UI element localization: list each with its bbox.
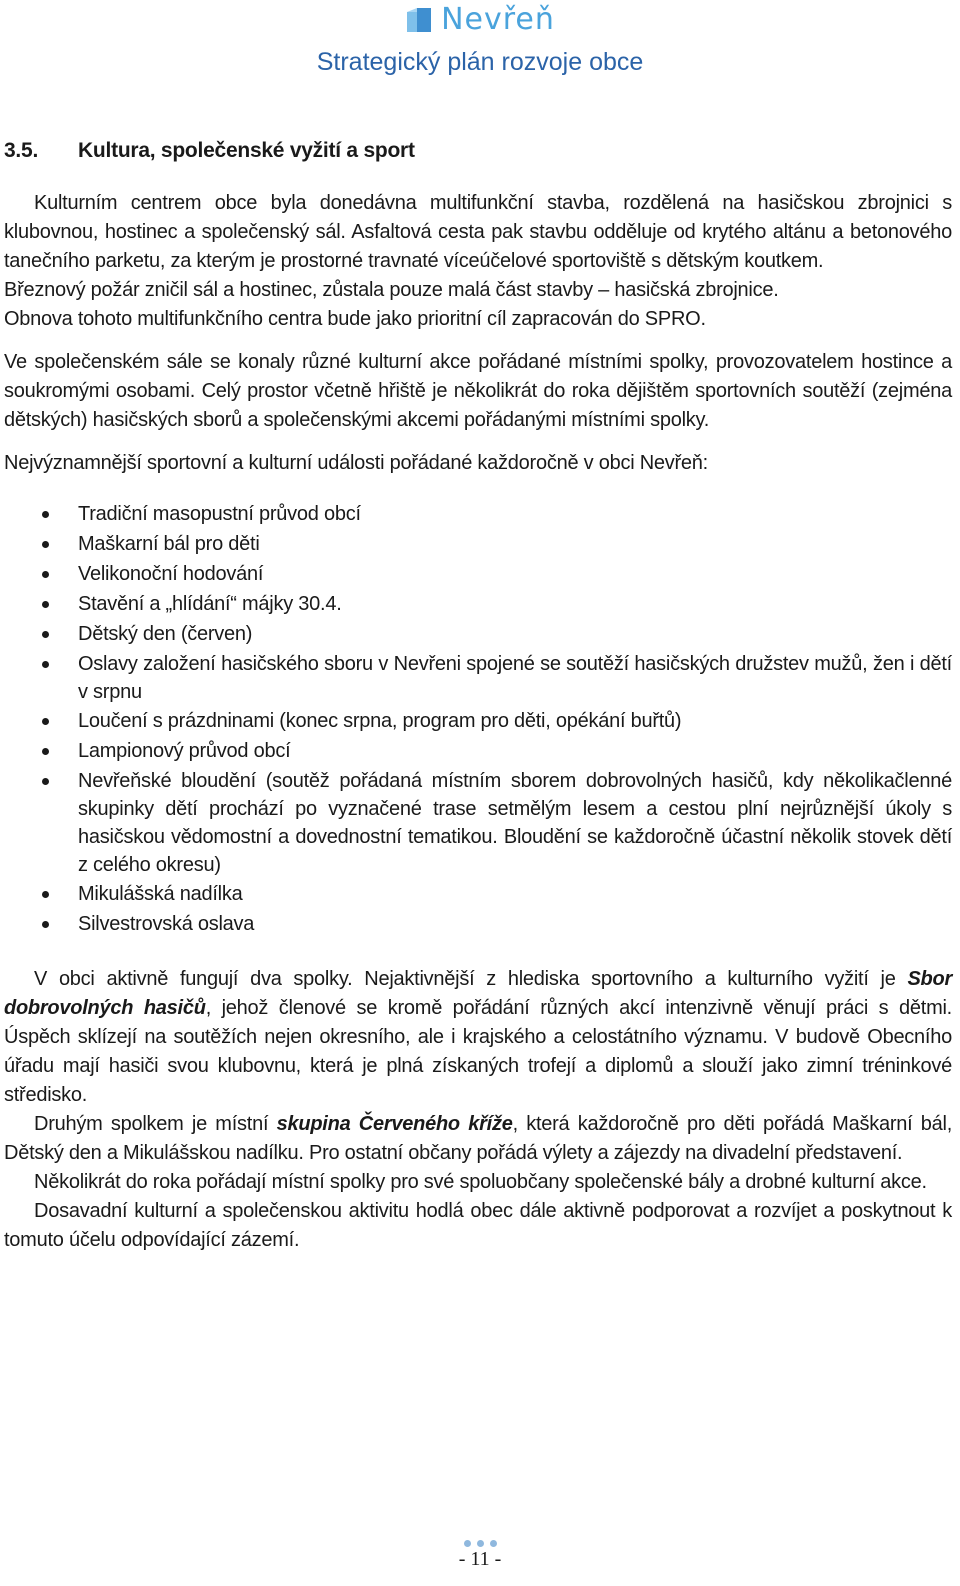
bullet-icon xyxy=(42,511,49,518)
paragraph-renewal: Obnova tohoto multifunkčního centra bude jako prioritní cíl zapracován do SPRO. xyxy=(4,308,706,330)
list-item: Mikulášská nadílka xyxy=(4,880,952,909)
logo-text: Nevřeň xyxy=(441,2,555,37)
section-number: 3.5. xyxy=(4,139,39,162)
main-content xyxy=(4,136,952,1255)
club-name-red-cross: skupina Červeného kříže xyxy=(276,1113,513,1135)
section-heading xyxy=(4,136,952,165)
bullet-icon xyxy=(42,891,49,898)
paragraph-red-cross: Druhým spolkem je místní skupina Červeného kříže, která každoročně pro děti pořádá Maškarní bál, Dětský den a Mikulášskou nadílku. Pro ostatní občany pořádá výlety a zájezdy na divadelní představení. xyxy=(4,1113,952,1164)
section-title: Kultura, společenské vyžití a sport xyxy=(78,139,415,162)
list-item: Stavění a „hlídání“ májky 30.4. xyxy=(4,590,952,619)
bullet-icon xyxy=(42,571,49,578)
document-title: Strategický plán rozvoje obce xyxy=(316,48,644,76)
list-item: Tradiční masopustní průvod obcí xyxy=(4,500,952,529)
bullet-icon xyxy=(42,718,49,725)
list-item: Nevřeňské bloudění (soutěž pořádaná místním sborem dobrovolných hasičů, kdy několikačlenné skupinky dětí prochází po vyznačené trase setmělým lesem a cestou plní nejrůznější úkoly s hasičskou vědomostní a dovednostní tematikou. Bloudění se každoročně účastní několik stovek dětí z celého okresu) xyxy=(4,767,952,879)
paragraph-events-hall: Ve společenském sále se konaly různé kulturní akce pořádané místními spolky, provozovatelem hostince a soukromými osobami. Celý prostor včetně hřiště je několikrát do roka dějištěm sportovních soutěží (zejména dětských) hasičských sborů a společenskými akcemi pořádanými místními spolky. xyxy=(4,351,952,431)
page-number: - 11 - xyxy=(458,1548,502,1570)
paragraph-balls: Několikrát do roka pořádají místní spolky pro své spoluobčany společenské bály a drobné kulturní akce. xyxy=(34,1171,927,1193)
bullet-icon xyxy=(42,778,49,785)
club-name-firefighters: Sbor dobrovolných hasičů xyxy=(4,968,952,1019)
bullet-icon xyxy=(42,601,49,608)
bullet-icon xyxy=(42,631,49,638)
list-item: Dětský den (červen) xyxy=(4,620,952,649)
paragraph-support: Dosavadní kulturní a společenskou aktivitu hodlá obec dále aktivně podporovat a rozvíjet a poskytnout k tomuto účelu odpovídající zázemí. xyxy=(4,1200,952,1251)
list-item: Lampionový průvod obcí xyxy=(4,737,952,766)
list-item: Loučení s prázdninami (konec srpna, program pro děti, opékání buřtů) xyxy=(4,707,952,736)
village-logo-icon xyxy=(405,6,435,34)
bullet-icon xyxy=(42,541,49,548)
paragraph-cultural-center: Kulturním centrem obce byla donedávna multifunkční stavba, rozdělená na hasičskou zbrojnici s klubovnou, hostinec a společenský sál. Asfaltová cesta pak stavbu odděluje od krytého altánu a betonového tanečního parketu, za kterým je prostorné travnaté víceúčelové sportoviště s dětským koutkem. xyxy=(4,192,952,272)
paragraph-fire: Březnový požár zničil sál a hostinec, zůstala pouze malá část stavby – hasičská zbrojnice. xyxy=(4,279,779,301)
events-list xyxy=(4,500,952,939)
paragraph-events-intro: Nejvýznamnější sportovní a kulturní události pořádané každoročně v obci Nevřeň: xyxy=(4,452,708,474)
bullet-icon xyxy=(42,748,49,755)
list-item: Maškarní bál pro děti xyxy=(4,530,952,559)
bullet-icon xyxy=(42,921,49,928)
list-item: Silvestrovská oslava xyxy=(4,910,952,939)
paragraph-clubs: V obci aktivně fungují dva spolky. Nejaktivnější z hlediska sportovního a kulturního vyžití je Sbor dobrovolných hasičů, jehož členové se kromě pořádání různých akcí intenzivně věnují práci s dětmi. Úspěch sklízejí na soutěžích nejen okresního, ale i krajského a celostátního významu. V budově Obecního úřadu mají hasiči svou klubovnu, která je plná získaných trofejí a diplomů a slouží jako zimní tréninkové středisko. xyxy=(4,968,952,1106)
list-item: Oslavy založení hasičského sboru v Nevřeni spojené se soutěží hasičských družstev mužů, žen i dětí v srpnu xyxy=(4,650,952,706)
header-logo xyxy=(0,4,960,39)
bullet-icon xyxy=(42,661,49,668)
list-item: Velikonoční hodování xyxy=(4,560,952,589)
